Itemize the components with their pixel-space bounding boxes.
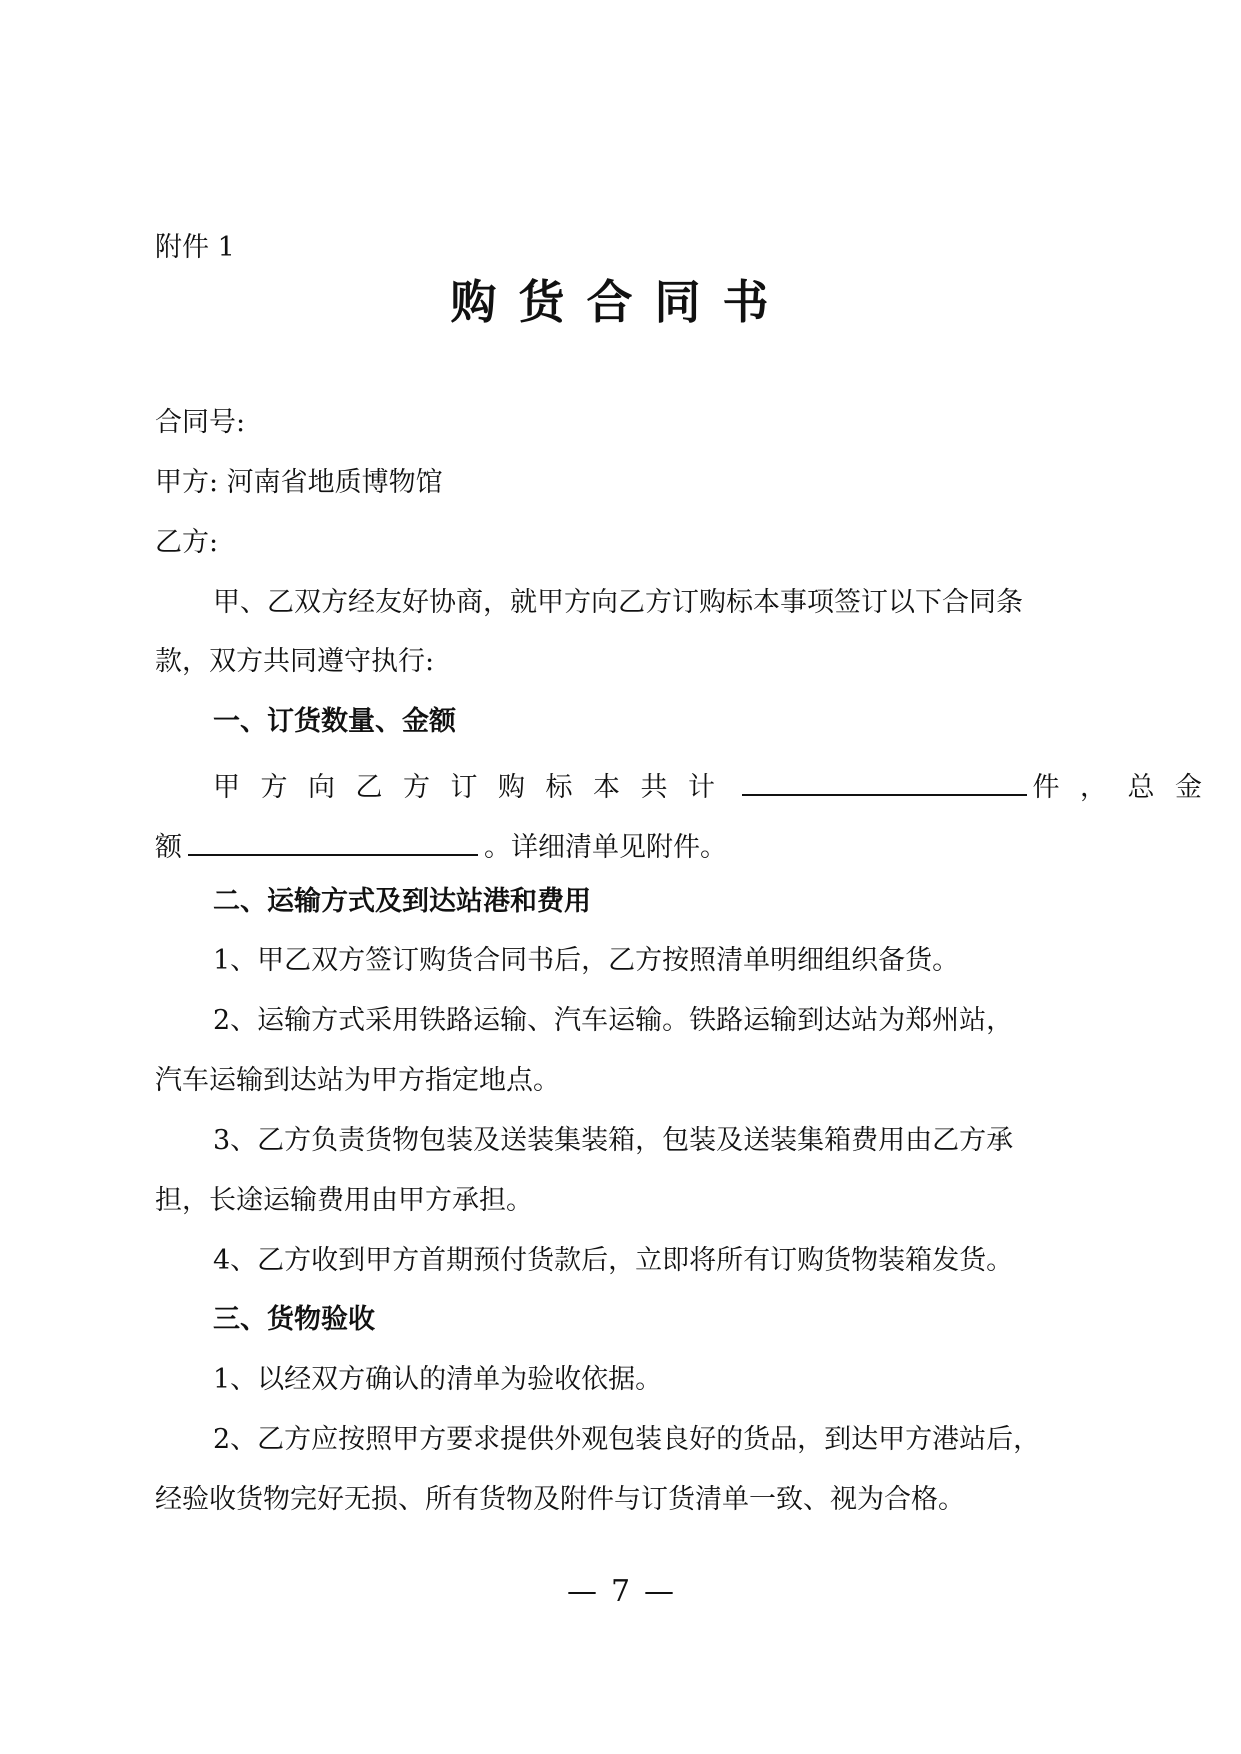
section-3-item-1: 1、以经双方确认的清单为验收依据。 xyxy=(213,1364,663,1395)
intro-line-1: 甲、乙双方经友好协商，就甲方向乙方订购标本事项签订以下合同条 xyxy=(213,587,1023,618)
section-3-item-2-line-1: 2、乙方应按照甲方要求提供外观包装良好的货品，到达甲方港站后， xyxy=(213,1424,1041,1455)
section-2-item-4: 4、乙方收到甲方首期预付货款后，立即将所有订购货物装箱发货。 xyxy=(213,1245,1014,1276)
footer-dash-left: — xyxy=(566,1574,597,1609)
section-2-item-3-line-1: 3、乙方负责货物包装及送装集装箱，包装及送装集箱费用由乙方承 xyxy=(213,1125,1014,1156)
quantity-suffix: 件，总金 xyxy=(1032,772,1223,803)
document-title: 购货合同书 xyxy=(450,275,791,329)
page-footer xyxy=(0,1572,1241,1612)
amount-prefix: 额 xyxy=(155,832,182,863)
attachment-label: 附件 1 xyxy=(155,232,235,263)
footer-dash-right: — xyxy=(644,1574,675,1609)
section-1-line-1 xyxy=(213,764,1223,806)
section-3-heading: 三、货物验收 xyxy=(213,1304,375,1335)
amount-suffix: 。详细清单见附件。 xyxy=(484,832,727,863)
party-a-field: 甲方: 河南省地质博物馆 xyxy=(155,467,443,498)
page-number: 7 xyxy=(610,1574,631,1609)
quantity-prefix: 甲方向乙方订购标本共计 xyxy=(213,772,736,803)
amount-blank xyxy=(188,824,478,856)
section-2-item-1: 1、甲乙双方签订购货合同书后，乙方按照清单明细组织备货。 xyxy=(213,945,960,976)
intro-line-2: 款，双方共同遵守执行: xyxy=(155,646,435,677)
section-2-item-2-line-2: 汽车运输到达站为甲方指定地点。 xyxy=(155,1065,560,1096)
section-2-item-2-line-1: 2、运输方式采用铁路运输、汽车运输。铁路运输到达站为郑州站， xyxy=(213,1005,1014,1036)
section-1-line-2 xyxy=(155,824,727,866)
quantity-blank xyxy=(742,764,1027,796)
party-b-field: 乙方: xyxy=(155,527,219,558)
section-2-item-3-line-2: 担，长途运输费用由甲方承担。 xyxy=(155,1185,533,1216)
contract-number-field: 合同号: xyxy=(155,407,246,438)
section-1-heading: 一、订货数量、金额 xyxy=(213,706,456,737)
section-3-item-2-line-2: 经验收货物完好无损、所有货物及附件与订货清单一致、视为合格。 xyxy=(155,1484,965,1515)
section-2-heading: 二、运输方式及到达站港和费用 xyxy=(213,886,591,917)
